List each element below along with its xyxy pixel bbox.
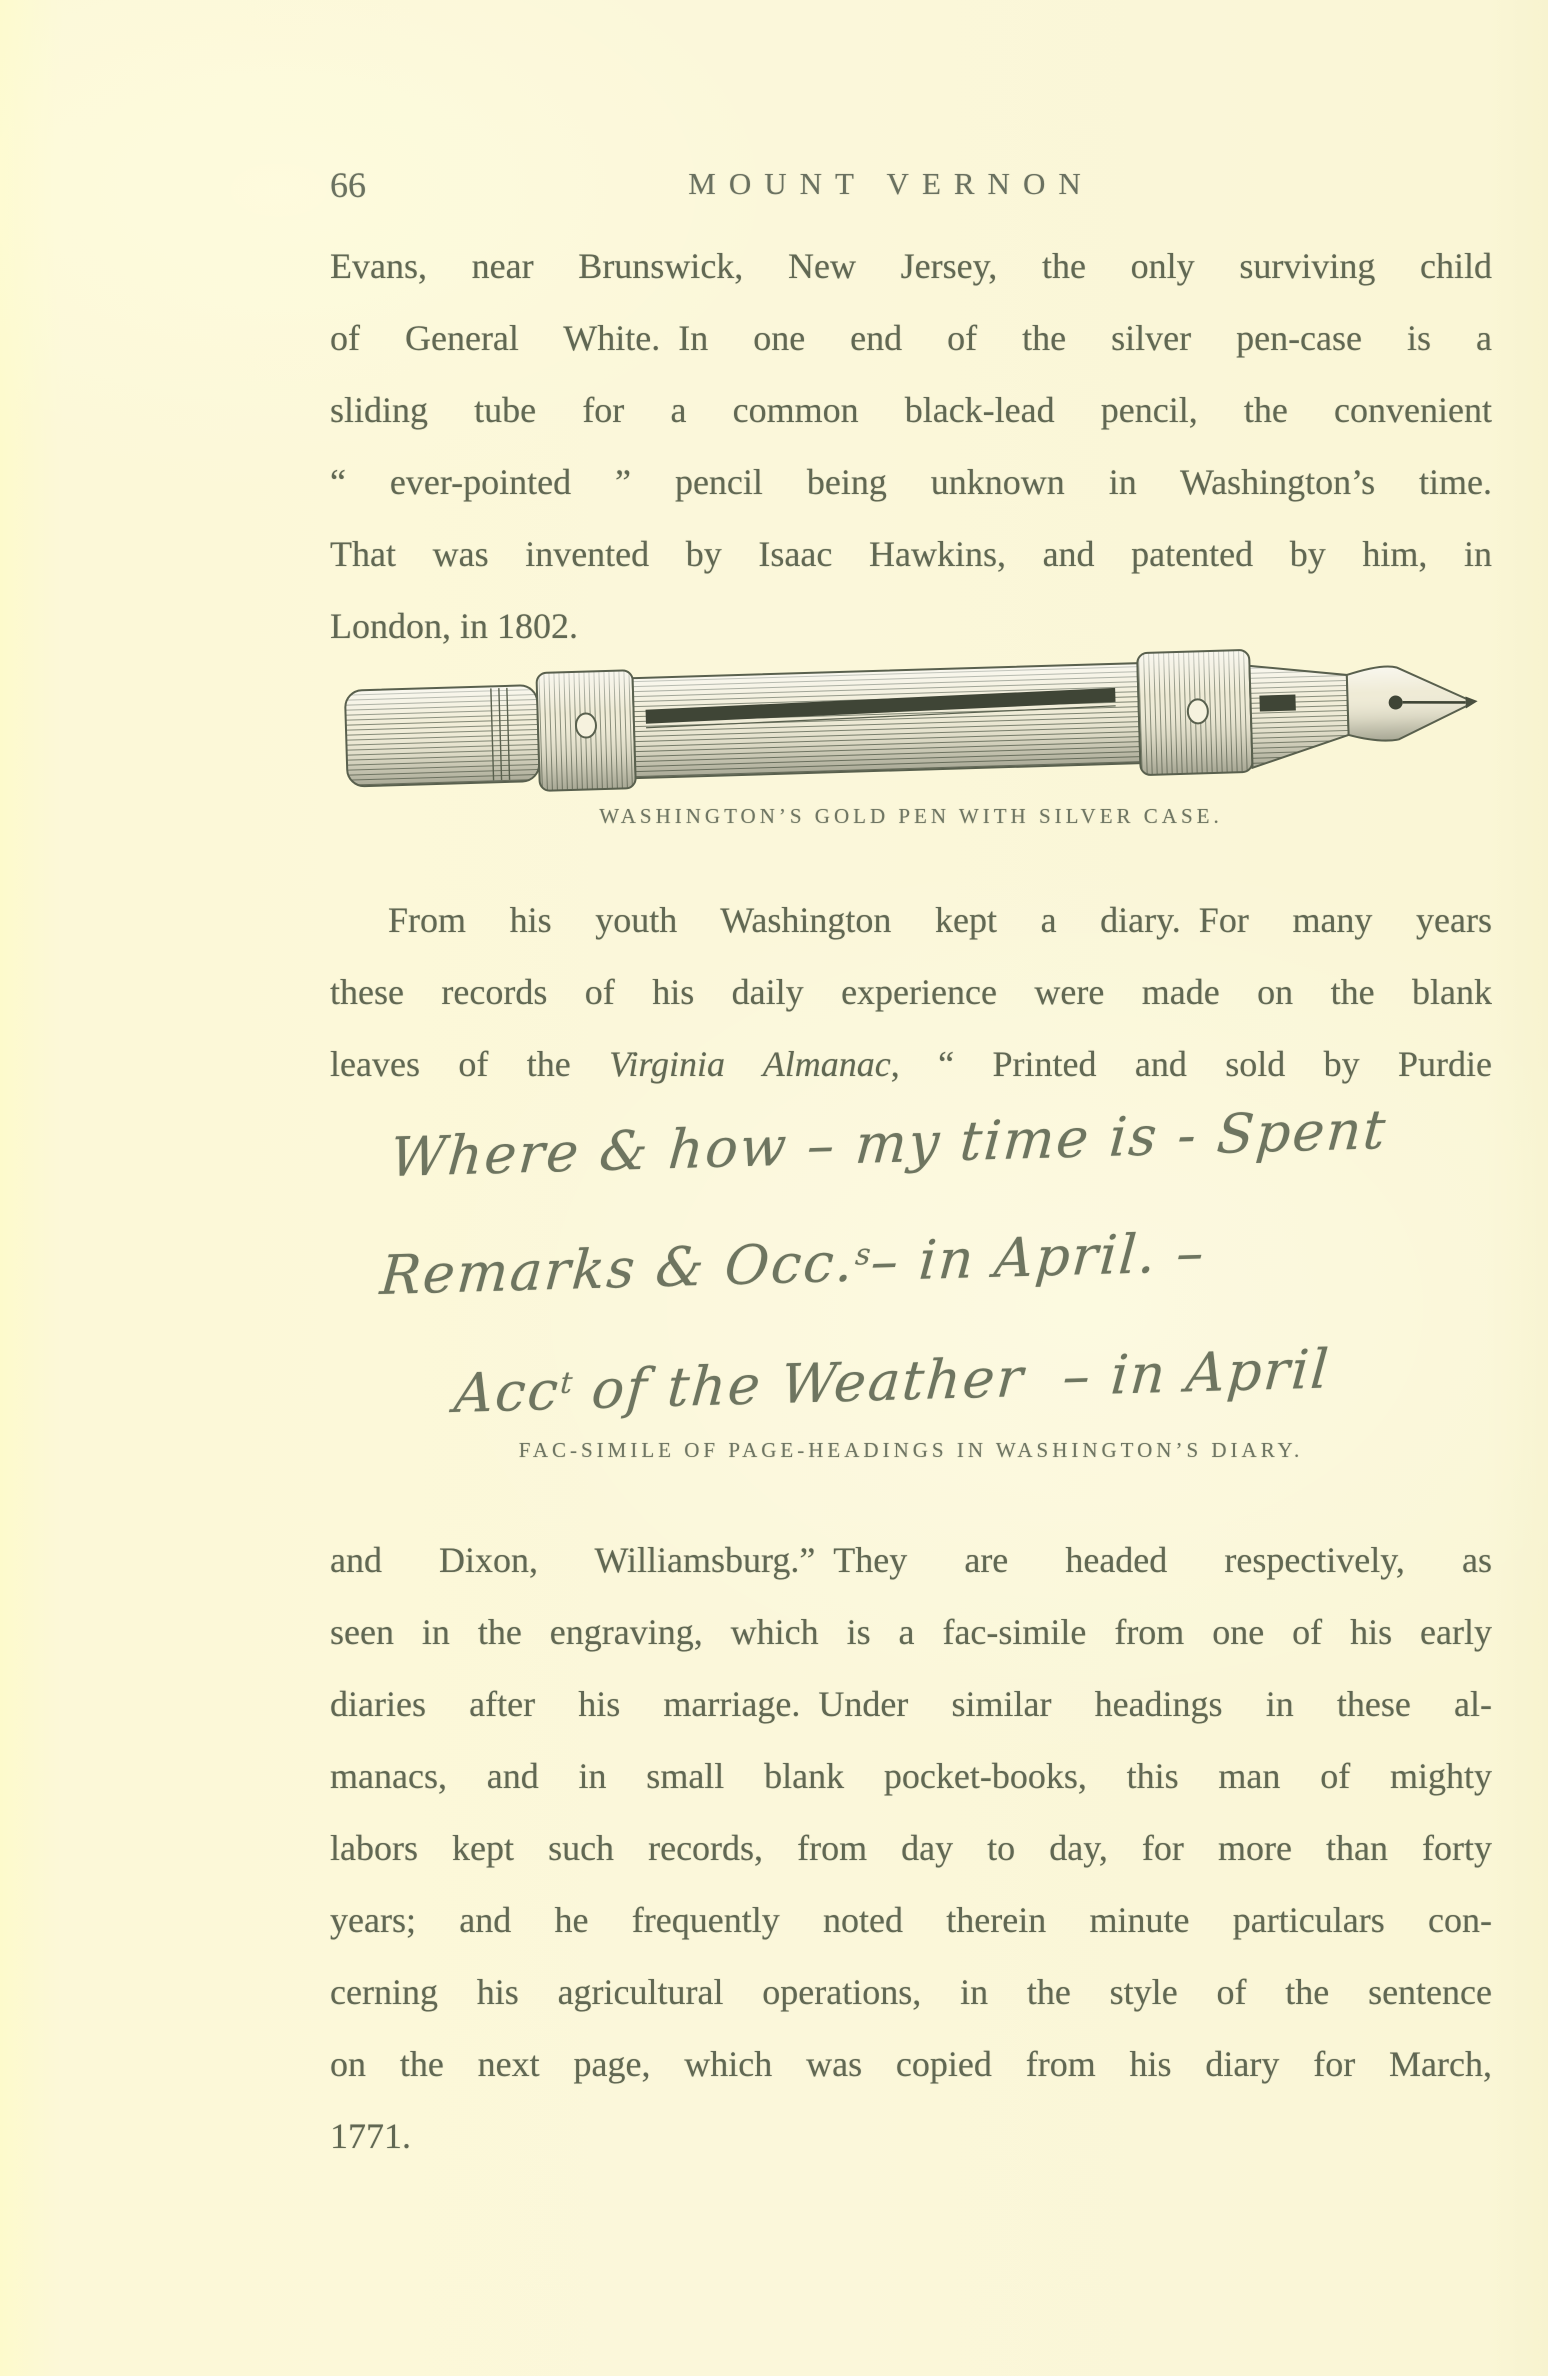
handwriting-line-3 — [452, 1337, 1333, 1425]
handwriting-superscript: s — [854, 1237, 873, 1273]
handwriting-line-2 — [378, 1221, 1208, 1307]
handwriting-line-1: Where & how – my time is - Spent — [388, 1098, 1390, 1189]
running-title: MOUNT VERNON — [688, 166, 1094, 201]
text-line: sliding tube for a common black-lead pencil, the convenient — [330, 390, 1492, 430]
text-run: , “ Printed and sold by Purdie — [890, 1044, 1492, 1084]
pen-nib — [1347, 664, 1479, 742]
text-line: manacs, and in small blank pocket-books, this man of mighty — [330, 1756, 1492, 1796]
text-line: London, in 1802. — [330, 606, 578, 646]
text-line: From his youth Washington kept a diary. For many years — [388, 900, 1492, 940]
handwriting-superscript: t — [559, 1365, 575, 1402]
paragraph-diary-intro — [330, 884, 1492, 1100]
handwriting-run: Acc — [452, 1358, 563, 1425]
text-line: on the next page, which was copied from his diary for March, — [330, 2044, 1492, 2084]
page-number: 66 — [330, 165, 366, 205]
text-line: That was invented by Isaac Hawkins, and patented by him, in — [330, 534, 1492, 574]
pen-engraving-illustration — [336, 619, 1481, 823]
text-line: years; and he frequently noted therein minute particulars con- — [330, 1900, 1492, 1940]
text-line: seen in the engraving, which is a fac-simile from one of his early — [330, 1612, 1492, 1652]
pen-barrel — [633, 663, 1141, 778]
text-run: leaves of the — [330, 1044, 610, 1084]
page-header — [330, 162, 1492, 206]
paragraph-diary-details — [330, 1524, 1492, 2172]
book-title-italic: Virginia Almanac — [609, 1044, 891, 1084]
handwriting-run: Remarks & Occ. — [378, 1230, 858, 1307]
text-line: labors kept such records, from day to day, for more than forty — [330, 1828, 1492, 1868]
pen-collar-left — [536, 670, 635, 791]
text-line: these records of his daily experience were made on the blank — [330, 972, 1492, 1012]
text-line: “ ever-pointed ” pencil being unknown in Washington’s time. — [330, 462, 1492, 502]
diary-figure-caption: FAC-SIMILE OF PAGE-HEADINGS IN WASHINGTON’S DIARY. — [518, 1438, 1304, 1462]
text-line: 1771. — [330, 2116, 411, 2156]
text-line: of General White. In one end of the silver pen-case is a — [330, 318, 1492, 358]
pen-figure-caption: WASHINGTON’S GOLD PEN WITH SILVER CASE. — [599, 804, 1223, 828]
text-line: cerning his agricultural operations, in the style of the sentence — [330, 1972, 1492, 2012]
text-line: and Dixon, Williamsburg.” They are headed respectively, as — [330, 1540, 1492, 1580]
text-line: Evans, near Brunswick, New Jersey, the only surviving child — [330, 246, 1492, 286]
pen-collar-right — [1137, 650, 1253, 775]
text-line: diaries after his marriage. Under similar headings in these al- — [330, 1684, 1492, 1724]
pen-nose — [1250, 663, 1350, 768]
handwriting-run: of the Weather – in April — [570, 1337, 1333, 1422]
handwriting-run: – in April. – — [868, 1220, 1209, 1294]
paragraph-pen-history — [330, 230, 1492, 662]
text-line-with-italic — [330, 1028, 1492, 1100]
pen-left-cap — [345, 685, 540, 787]
